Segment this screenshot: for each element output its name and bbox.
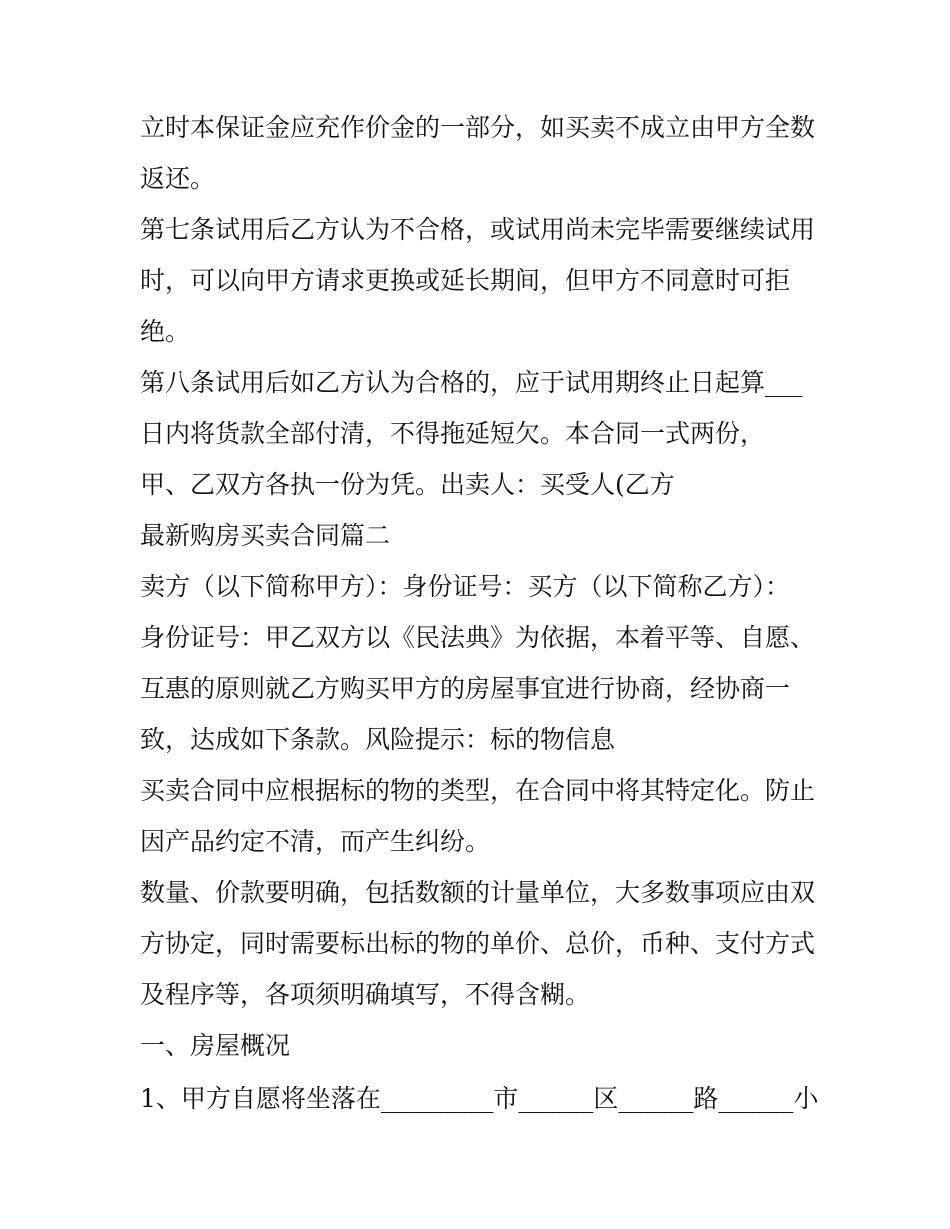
text-line: 时，可以向甲方请求更换或延长期间，但甲方不同意时可拒	[140, 266, 791, 295]
document-body	[140, 102, 819, 1124]
text-line: 因产品约定不清，而产生纠纷。	[140, 827, 491, 856]
text-line: 卖方（以下简称甲方）：身份证号：买方（以下简称乙方）：	[140, 572, 791, 601]
text-line: 第七条试用后乙方认为不合格，或试用尚未完毕需要继续试用	[140, 215, 816, 244]
text-line: 买卖合同中应根据标的物的类型，在合同中将其特定化。防止	[140, 776, 816, 805]
text-line: 立时本保证金应充作价金的一部分，如买卖不成立由甲方全数	[140, 113, 816, 142]
text-line: 数量、价款要明确，包括数额的计量单位，大多数事项应由双	[140, 878, 816, 907]
section-heading: 一、房屋概况	[140, 1031, 291, 1060]
section-heading: 最新购房买卖合同篇二	[140, 521, 391, 550]
text-line: 第八条试用后如乙方认为合格的，应于试用期终止日起算___	[140, 368, 803, 397]
text-line: 1、甲方自愿将坐落在_________市______区______路______小	[140, 1084, 819, 1113]
text-line: 致，达成如下条款。风险提示：标的物信息	[140, 725, 616, 754]
text-line: 及程序等，各项须明确填写，不得含糊。	[140, 980, 591, 1009]
text-line: 绝。	[140, 317, 191, 346]
text-line: 返还。	[140, 164, 216, 193]
text-line: 甲、乙双方各执一份为凭。出卖人：买受人(乙方	[140, 470, 675, 499]
text-line: 方协定，同时需要标出标的物的单价、总价，币种、支付方式	[140, 929, 816, 958]
text-line: 身份证号：甲乙双方以《民法典》为依据，本着平等、自愿、	[140, 623, 816, 652]
text-line: 日内将货款全部付清，不得拖延短欠。本合同一式两份，	[140, 419, 766, 448]
text-line: 互惠的原则就乙方购买甲方的房屋事宜进行协商，经协商一	[140, 674, 791, 703]
